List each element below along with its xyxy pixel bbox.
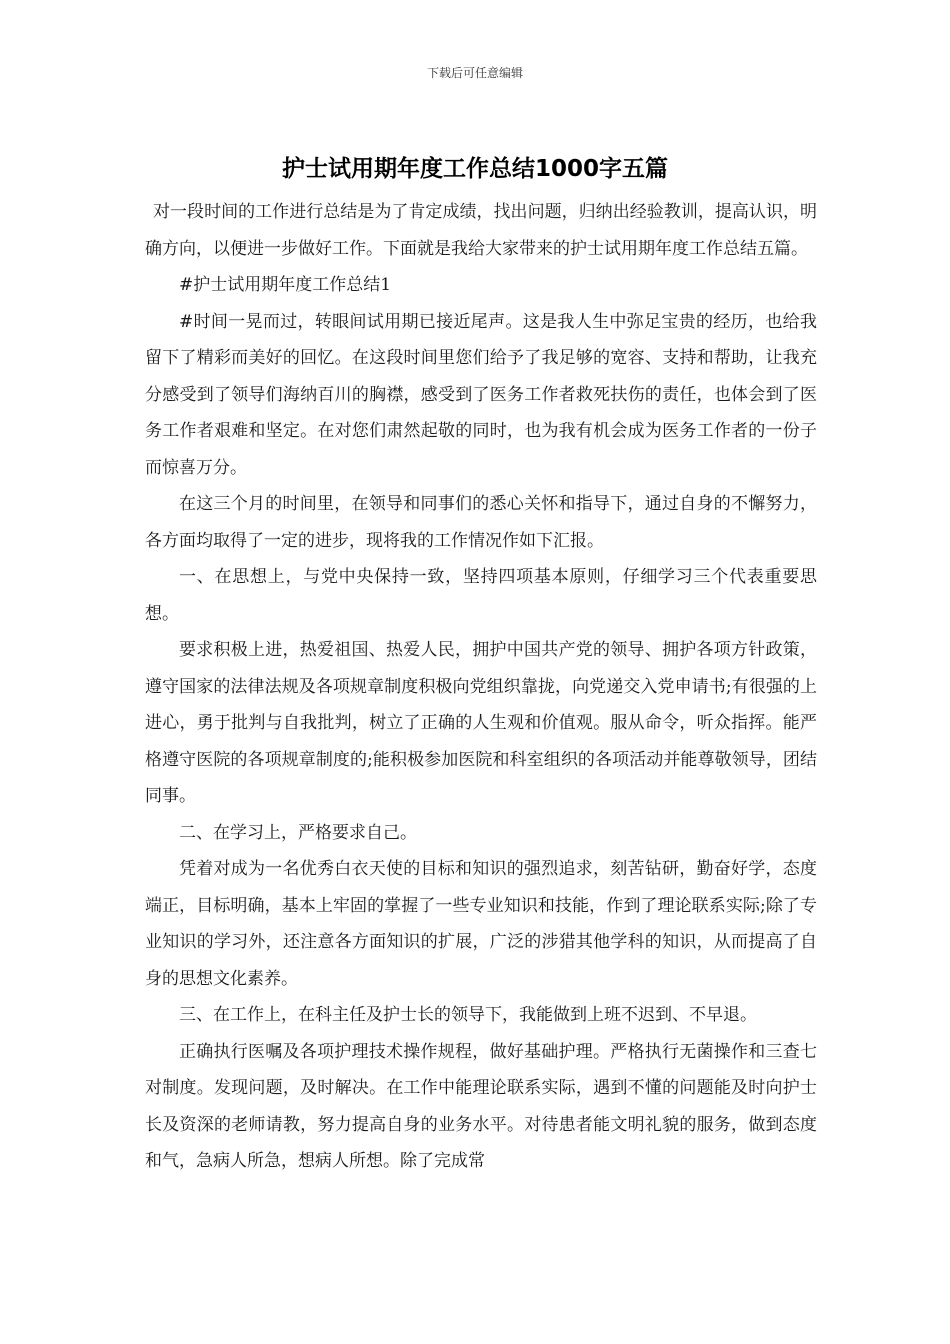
section-heading-1: #护士试用期年度工作总结1	[179, 275, 392, 295]
paragraph: 要求积极上进，热爱祖国、热爱人民，拥护中国共产党的领导、拥护各项方针政策，遵守国家的法律法规及各项规章制度积极向党组织靠拢，向党递交入党申请书;有很强的上进心，勇于批判与自我批判，树立了正确的人生观和价值观。服从命令，听众指挥。能严格遵守医院的各项规章制度的;能积极参加医院和科室组织的各项活动并能尊敬领导，团结同事。	[145, 640, 817, 806]
point-heading-2: 二、在学习上，严格要求自己。	[179, 822, 417, 843]
document-title: 护士试用期年度工作总结1000字五篇	[281, 156, 668, 182]
paragraph: #时间一晃而过，转眼间试用期已接近尾声。这是我人生中弥足宝贵的经历，也给我留下了精彩而美好的回忆。在这段时间里您们给予了我足够的宽容、支持和帮助，让我充分感受到了领导们海纳百川的胸襟，感受到了医务工作者救死扶伤的责任，也体会到了医务工作者艰难和坚定。在对您们肃然起敬的同时，也为我有机会成为医务工作者的一份子而惊喜万分。	[145, 311, 817, 478]
paragraph: 正确执行医嘱及各项护理技术操作规程，做好基础护理。严格执行无菌操作和三查七对制度。发现问题，及时解决。在工作中能理论联系实际，遇到不懂的问题能及时向护士长及资深的老师请教，努力提高自身的业务水平。对待患者能文明礼貌的服务，做到态度和气，急病人所急，想病人所想。除了完成常	[145, 1041, 817, 1171]
header-note: 下载后可任意编辑	[426, 66, 523, 80]
paragraph: 在这三个月的时间里，在领导和同事们的悉心关怀和指导下，通过自身的不懈努力，各方面均取得了一定的进步，现将我的工作情况作如下汇报。	[145, 494, 817, 551]
paragraph: 凭着对成为一名优秀白衣天使的目标和知识的强烈追求，刻苦钻研，勤奋好学，态度端正，目标明确，基本上牢固的掌握了一些专业知识和技能，作到了理论联系实际;除了专业知识的学习外，还注意各方面知识的扩展，广泛的涉猎其他学科的知识，从而提高了自身的思想文化素养。	[145, 859, 817, 989]
point-heading-3: 三、在工作上，在科主任及护士长的领导下，我能做到上班不迟到、不早退。	[179, 1005, 757, 1025]
intro-paragraph: 对一段时间的工作进行总结是为了肯定成绩，找出问题，归纳出经验教训，提高认识，明确方向，以便进一步做好工作。下面就是我给大家带来的护士试用期年度工作总结五篇。	[145, 202, 817, 259]
point-heading-1: 一、在思想上，与党中央保持一致，坚持四项基本原则，仔细学习三个代表重要思想。	[145, 567, 817, 624]
document-body	[145, 194, 817, 1180]
